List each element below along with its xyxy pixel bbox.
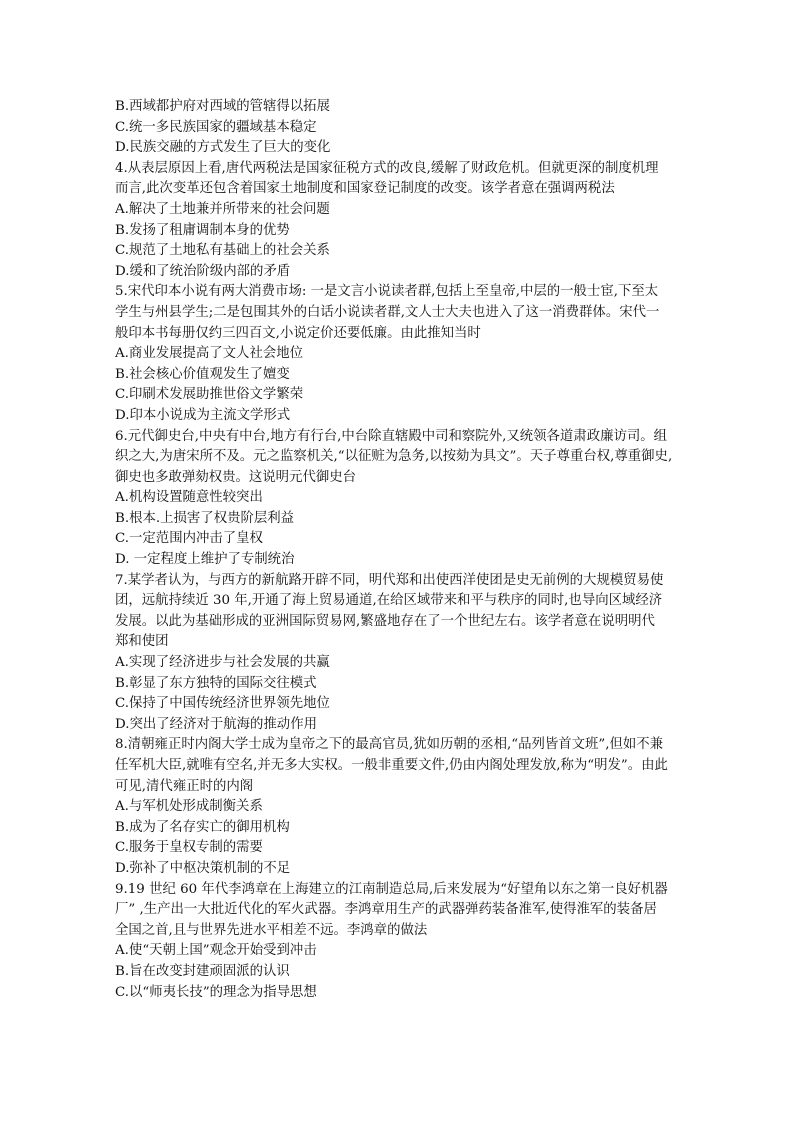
question-9: [115, 880, 685, 1004]
option-c: C.统一多民族国家的疆域基本稳定: [115, 119, 317, 135]
question-stem-line: 任军机大臣,就唯有空名,并无多大实权。一般非重要文件,仍由内阁处理发放,称为“明发”。由此: [115, 758, 668, 773]
question-8: [115, 735, 685, 879]
question-stem-line: 御史也多敢弹劾权贵。这说明元代御史台: [115, 469, 357, 485]
question-stem-line: 般印本书每册仅约三四百文,小说定价还要低廉。由此推知当时: [115, 325, 481, 341]
option-b: B.旨在改变封建顽固派的认识: [115, 963, 290, 979]
option-b: B.成为了名存实亡的御用机构: [115, 819, 290, 835]
option-d: D.印本小说成为主流文学形式: [115, 407, 291, 423]
question-stem-line: 6.元代御史台,中央有中台,地方有行台,中台除直辖殿中司和察院外,又统领各道肃政廉访司。组: [115, 428, 668, 444]
question-5: [115, 282, 685, 426]
question-4: [115, 159, 685, 283]
option-b: B.发扬了租庸调制本身的优势: [115, 222, 290, 238]
option-d: D.民族交融的方式发生了巨大的变化: [115, 140, 331, 156]
question-stem-line: 而言,此次变革还包含着国家土地制度和国家登记制度的改变。该学者意在强调两税法: [115, 181, 615, 197]
option-a: A.商业发展提高了文人社会地位: [115, 346, 304, 362]
question-7: [115, 571, 685, 736]
question-stem-line: 学生与州县学生;二是包围其外的白话小说读者群,文人士大夫也进入了这一消费群体。宋代一: [115, 304, 660, 320]
option-b: B.社会核心价值观发生了嬗变: [115, 366, 290, 382]
option-b: B.根本.上损害了权贵阶层利益: [115, 510, 295, 526]
option-c: C.保持了中国传统经济世界领先地位: [115, 696, 330, 712]
option-a: A.与军机处形成制衡关系: [115, 799, 263, 815]
option-d: D.弥补了中枢决策机制的不足: [115, 860, 291, 876]
option-a: A.实现了经济进步与社会发展的共赢: [115, 655, 330, 671]
option-a: A.解决了土地兼并所带来的社会问题: [115, 201, 330, 217]
question-stem-line: 9.19 世纪 60 年代李鸿章在上海建立的江南制造总局,后来发展为“好望角以东之第一良好机器: [115, 881, 668, 897]
option-c: C.规范了土地私有基础上的社会关系: [115, 243, 330, 259]
question-stem-line: 发展。以此为基础形成的亚洲国际贸易网,繁盛地存在了一个世纪左右。该学者意在说明明代: [115, 613, 655, 629]
option-d: D. 一定程度上维护了专制统治: [115, 552, 295, 568]
option-a: A.使“天朝上国”观念开始受到冲击: [115, 943, 317, 959]
option-c: C.以“师夷长技”的理念为指导思想: [115, 984, 317, 1000]
option-c: C.服务于皇权专制的需要: [115, 840, 263, 856]
question-stem-line: 团，远航持续近 30 年,开通了海上贸易通道,在给区域带来和平与秩序的同时,也导向区域经济: [115, 593, 663, 609]
exam-page: [115, 97, 685, 1003]
question-stem-line: 郑和使团: [115, 634, 169, 650]
option-c: C.一定范围内冲击了皇权: [115, 531, 263, 547]
question-stem-line: 4.从表层原因上看,唐代两税法是国家征税方式的改良,缓解了财政危机。但就更深的制度机理: [115, 160, 659, 176]
option-a: A.机构设置随意性较突出: [115, 490, 263, 506]
option-c: C.印刷术发展助推世俗文学繁荣: [115, 387, 304, 403]
question-stem-line: 全国之首,且与世界先进水平相差不远。李鸿章的做法: [115, 922, 428, 938]
question-stem-line: 8.清朝雍正时内阁大学士成为皇帝之下的最高官员,犹如历朝的丞相,“品列皆首文班”,但如不兼: [115, 737, 664, 753]
option-b: B.彰显了东方独特的国际交往模式: [115, 675, 317, 691]
question-6: [115, 427, 685, 571]
question-stem-line: 5.宋代印本小说有两大消费市场: 一是文言小说读者群,包括上至皇帝,中层的一般士宦,下至太: [115, 284, 659, 300]
question-stem-line: 7.某学者认为，与西方的新航路开辟不同，明代郑和出使西洋使团是史无前例的大规模贸易使: [115, 572, 664, 588]
question-stem-line: 可见,清代雍正时的内阁: [115, 778, 254, 794]
option-d: D.突出了经济对于航海的推动作用: [115, 716, 317, 732]
question-stem-line: 织之大,为唐宋所不及。元之监察机关,“以征赃为急务,以按劾为具文”。天子尊重台权,尊重御史,: [115, 449, 673, 465]
prev-question-options: [115, 97, 685, 159]
question-stem-line: 厂” ,生产出一大批近代化的军火武器。李鸿章用生产的武器弹药装备淮军,使得淮军的装备居: [115, 902, 657, 918]
option-d: D.缓和了统治阶级内部的矛盾: [115, 263, 291, 279]
option-b: B.西域都护府对西域的管辖得以拓展: [115, 99, 330, 114]
